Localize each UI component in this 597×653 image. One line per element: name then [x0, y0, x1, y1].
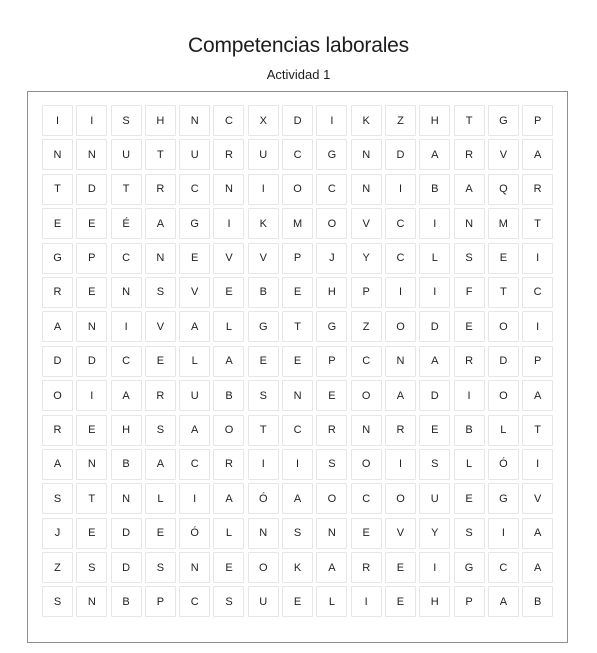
letter-cell[interactable]: A	[454, 174, 485, 205]
letter-cell[interactable]: Ó	[488, 449, 519, 480]
letter-cell[interactable]: P	[522, 346, 553, 377]
letter-cell[interactable]: H	[111, 415, 142, 446]
letter-cell[interactable]: I	[111, 311, 142, 342]
letter-cell[interactable]: B	[522, 586, 553, 617]
letter-cell[interactable]: E	[454, 483, 485, 514]
letter-cell[interactable]: L	[454, 449, 485, 480]
letter-cell[interactable]: U	[111, 139, 142, 170]
letter-cell[interactable]: T	[248, 415, 279, 446]
letter-cell[interactable]: I	[419, 277, 450, 308]
letter-cell[interactable]: I	[419, 208, 450, 239]
letter-cell[interactable]: I	[179, 483, 210, 514]
letter-cell[interactable]: E	[145, 346, 176, 377]
letter-cell[interactable]: I	[351, 586, 382, 617]
letter-cell[interactable]: N	[454, 208, 485, 239]
letter-cell[interactable]: H	[419, 586, 450, 617]
letter-cell[interactable]: P	[454, 586, 485, 617]
letter-cell[interactable]: N	[248, 518, 279, 549]
letter-cell[interactable]: É	[111, 208, 142, 239]
letter-cell[interactable]: E	[282, 346, 313, 377]
letter-cell[interactable]: E	[213, 552, 244, 583]
letter-cell[interactable]: I	[454, 380, 485, 411]
letter-cell[interactable]: N	[351, 415, 382, 446]
letter-cell[interactable]: S	[454, 518, 485, 549]
letter-cell[interactable]: D	[419, 311, 450, 342]
letter-cell[interactable]: C	[111, 243, 142, 274]
letter-cell[interactable]: N	[213, 174, 244, 205]
letter-cell[interactable]: E	[385, 586, 416, 617]
letter-cell[interactable]: E	[282, 586, 313, 617]
letter-cell[interactable]: T	[488, 277, 519, 308]
letter-cell[interactable]: Y	[351, 243, 382, 274]
letter-cell[interactable]: C	[385, 243, 416, 274]
letter-cell[interactable]: A	[419, 139, 450, 170]
letter-cell[interactable]: S	[145, 552, 176, 583]
letter-cell[interactable]: I	[42, 105, 73, 136]
letter-cell[interactable]: E	[351, 518, 382, 549]
letter-cell[interactable]: J	[316, 243, 347, 274]
letter-cell[interactable]: R	[145, 174, 176, 205]
letter-cell[interactable]: G	[454, 552, 485, 583]
letter-cell[interactable]: I	[76, 380, 107, 411]
letter-cell[interactable]: I	[385, 277, 416, 308]
letter-cell[interactable]: A	[522, 139, 553, 170]
letter-cell[interactable]: S	[419, 449, 450, 480]
letter-cell[interactable]: N	[111, 277, 142, 308]
letter-cell[interactable]: R	[351, 552, 382, 583]
letter-cell[interactable]: H	[419, 105, 450, 136]
letter-cell[interactable]: K	[351, 105, 382, 136]
letter-cell[interactable]: S	[111, 105, 142, 136]
letter-cell[interactable]: S	[42, 483, 73, 514]
letter-cell[interactable]: N	[76, 449, 107, 480]
letter-cell[interactable]: O	[351, 449, 382, 480]
letter-cell[interactable]: P	[351, 277, 382, 308]
letter-cell[interactable]: R	[454, 139, 485, 170]
puzzle-title: Competencias laborales	[188, 34, 409, 57]
letter-cell[interactable]: R	[42, 277, 73, 308]
letter-cell[interactable]: C	[351, 483, 382, 514]
letter-cell[interactable]: G	[42, 243, 73, 274]
letter-cell[interactable]: I	[522, 449, 553, 480]
letter-cell[interactable]: I	[385, 449, 416, 480]
letter-cell[interactable]: O	[316, 208, 347, 239]
letter-cell[interactable]: A	[385, 380, 416, 411]
letter-cell[interactable]: N	[145, 243, 176, 274]
letter-cell[interactable]: A	[111, 380, 142, 411]
letter-cell[interactable]: S	[282, 518, 313, 549]
letter-cell[interactable]: N	[179, 105, 210, 136]
letter-cell[interactable]: E	[76, 415, 107, 446]
letter-cell[interactable]: H	[145, 105, 176, 136]
letter-cell[interactable]: N	[111, 483, 142, 514]
letter-cell[interactable]: I	[248, 174, 279, 205]
letter-cell[interactable]: C	[282, 415, 313, 446]
letter-cell[interactable]: B	[213, 380, 244, 411]
letter-cell[interactable]: D	[76, 346, 107, 377]
letter-cell[interactable]: L	[213, 311, 244, 342]
letter-cell[interactable]: D	[111, 518, 142, 549]
letter-cell[interactable]: O	[385, 311, 416, 342]
letter-cell[interactable]: B	[111, 586, 142, 617]
letter-cell[interactable]: C	[179, 174, 210, 205]
letter-cell[interactable]: V	[488, 139, 519, 170]
letter-cell[interactable]: S	[316, 449, 347, 480]
letter-cell[interactable]: O	[488, 380, 519, 411]
letter-cell[interactable]: C	[111, 346, 142, 377]
letter-grid	[42, 105, 553, 617]
letter-cell[interactable]: R	[42, 415, 73, 446]
letter-cell[interactable]: E	[76, 208, 107, 239]
letter-cell[interactable]: C	[316, 174, 347, 205]
letter-cell[interactable]: A	[316, 552, 347, 583]
letter-cell[interactable]: V	[179, 277, 210, 308]
letter-cell[interactable]: A	[145, 449, 176, 480]
letter-cell[interactable]: P	[145, 586, 176, 617]
letter-cell[interactable]: N	[351, 174, 382, 205]
letter-cell[interactable]: V	[385, 518, 416, 549]
letter-cell[interactable]: O	[316, 483, 347, 514]
letter-cell[interactable]: C	[179, 449, 210, 480]
letter-cell[interactable]: T	[522, 415, 553, 446]
letter-cell[interactable]: S	[454, 243, 485, 274]
letter-cell[interactable]: L	[488, 415, 519, 446]
letter-cell[interactable]: T	[454, 105, 485, 136]
letter-cell[interactable]: K	[282, 552, 313, 583]
letter-cell[interactable]: V	[248, 243, 279, 274]
letter-cell[interactable]: A	[522, 380, 553, 411]
letter-cell[interactable]: C	[282, 139, 313, 170]
letter-cell[interactable]: N	[76, 311, 107, 342]
letter-cell[interactable]: C	[179, 586, 210, 617]
letter-cell[interactable]: Ó	[248, 483, 279, 514]
letter-cell[interactable]: I	[522, 311, 553, 342]
letter-cell[interactable]: E	[179, 243, 210, 274]
letter-cell[interactable]: B	[111, 449, 142, 480]
letter-cell[interactable]: E	[248, 346, 279, 377]
letter-cell[interactable]: T	[111, 174, 142, 205]
letter-cell[interactable]: S	[76, 552, 107, 583]
letter-cell[interactable]: T	[42, 174, 73, 205]
letter-cell[interactable]: A	[145, 208, 176, 239]
letter-cell[interactable]: I	[282, 449, 313, 480]
letter-cell[interactable]: L	[316, 586, 347, 617]
letter-cell[interactable]: N	[42, 139, 73, 170]
letter-cell[interactable]: D	[488, 346, 519, 377]
letter-cell[interactable]: E	[385, 552, 416, 583]
letter-cell[interactable]: E	[213, 277, 244, 308]
letter-cell[interactable]: R	[385, 415, 416, 446]
letter-cell[interactable]: G	[316, 311, 347, 342]
letter-cell[interactable]: E	[488, 243, 519, 274]
letter-cell[interactable]: C	[213, 105, 244, 136]
letter-cell[interactable]: S	[248, 380, 279, 411]
letter-cell[interactable]: G	[248, 311, 279, 342]
letter-cell[interactable]: G	[316, 139, 347, 170]
letter-cell[interactable]: P	[282, 243, 313, 274]
letter-cell[interactable]: L	[179, 346, 210, 377]
letter-cell[interactable]: U	[419, 483, 450, 514]
letter-cell[interactable]: D	[419, 380, 450, 411]
letter-cell[interactable]: G	[488, 483, 519, 514]
letter-cell[interactable]: N	[76, 139, 107, 170]
letter-cell[interactable]: E	[282, 277, 313, 308]
letter-cell[interactable]: E	[76, 277, 107, 308]
letter-cell[interactable]: A	[419, 346, 450, 377]
letter-cell[interactable]: I	[522, 243, 553, 274]
letter-cell[interactable]: E	[145, 518, 176, 549]
letter-cell[interactable]: J	[42, 518, 73, 549]
letter-cell[interactable]: S	[145, 277, 176, 308]
letter-cell[interactable]: R	[213, 139, 244, 170]
letter-cell[interactable]: I	[419, 552, 450, 583]
letter-cell[interactable]: R	[316, 415, 347, 446]
letter-cell[interactable]: G	[179, 208, 210, 239]
letter-cell[interactable]: O	[385, 483, 416, 514]
letter-cell[interactable]: P	[522, 105, 553, 136]
letter-cell[interactable]: B	[248, 277, 279, 308]
letter-cell[interactable]: R	[145, 380, 176, 411]
letter-cell[interactable]: A	[522, 518, 553, 549]
letter-cell[interactable]: D	[385, 139, 416, 170]
letter-cell[interactable]: D	[42, 346, 73, 377]
letter-cell[interactable]: V	[145, 311, 176, 342]
letter-cell[interactable]: C	[385, 208, 416, 239]
letter-cell[interactable]: O	[213, 415, 244, 446]
letter-cell[interactable]: S	[213, 586, 244, 617]
letter-cell[interactable]: I	[248, 449, 279, 480]
letter-cell[interactable]: S	[145, 415, 176, 446]
letter-cell[interactable]: M	[488, 208, 519, 239]
word-search-board	[27, 91, 568, 643]
letter-cell[interactable]: I	[316, 105, 347, 136]
letter-cell[interactable]: A	[179, 415, 210, 446]
letter-cell[interactable]: N	[351, 139, 382, 170]
letter-cell[interactable]: V	[213, 243, 244, 274]
letter-cell[interactable]: N	[316, 518, 347, 549]
letter-cell[interactable]: V	[351, 208, 382, 239]
letter-cell[interactable]: I	[385, 174, 416, 205]
letter-cell[interactable]: A	[213, 483, 244, 514]
letter-cell[interactable]: L	[145, 483, 176, 514]
letter-cell[interactable]: D	[76, 174, 107, 205]
letter-cell[interactable]: S	[42, 586, 73, 617]
letter-cell[interactable]: A	[488, 586, 519, 617]
letter-cell[interactable]: Z	[385, 105, 416, 136]
letter-cell[interactable]: P	[316, 346, 347, 377]
letter-cell[interactable]: C	[488, 552, 519, 583]
letter-cell[interactable]: A	[42, 311, 73, 342]
letter-cell[interactable]: E	[76, 518, 107, 549]
letter-cell[interactable]: D	[111, 552, 142, 583]
letter-cell[interactable]: Y	[419, 518, 450, 549]
letter-cell[interactable]: H	[316, 277, 347, 308]
letter-cell[interactable]: A	[179, 311, 210, 342]
letter-cell[interactable]: C	[522, 277, 553, 308]
letter-cell[interactable]: U	[248, 586, 279, 617]
letter-cell[interactable]: C	[351, 346, 382, 377]
letter-cell[interactable]: N	[282, 380, 313, 411]
letter-cell[interactable]: Z	[351, 311, 382, 342]
letter-cell[interactable]: D	[282, 105, 313, 136]
letter-cell[interactable]: A	[42, 449, 73, 480]
letter-cell[interactable]: K	[248, 208, 279, 239]
letter-cell[interactable]: O	[488, 311, 519, 342]
letter-cell[interactable]: I	[76, 105, 107, 136]
letter-cell[interactable]: N	[385, 346, 416, 377]
letter-cell[interactable]: I	[488, 518, 519, 549]
letter-cell[interactable]: T	[522, 208, 553, 239]
letter-cell[interactable]: R	[454, 346, 485, 377]
letter-cell[interactable]: R	[522, 174, 553, 205]
letter-cell[interactable]: X	[248, 105, 279, 136]
letter-cell[interactable]: R	[213, 449, 244, 480]
letter-cell[interactable]: T	[145, 139, 176, 170]
letter-cell[interactable]: E	[419, 415, 450, 446]
letter-cell[interactable]: A	[522, 552, 553, 583]
letter-cell[interactable]: E	[454, 311, 485, 342]
letter-cell[interactable]: O	[282, 174, 313, 205]
letter-cell[interactable]: U	[179, 380, 210, 411]
letter-cell[interactable]: B	[419, 174, 450, 205]
letter-cell[interactable]: V	[522, 483, 553, 514]
letter-cell[interactable]: T	[76, 483, 107, 514]
letter-cell[interactable]: F	[454, 277, 485, 308]
letter-cell[interactable]: O	[248, 552, 279, 583]
letter-cell[interactable]: L	[419, 243, 450, 274]
letter-cell[interactable]: L	[213, 518, 244, 549]
letter-cell[interactable]: N	[76, 586, 107, 617]
letter-cell[interactable]: U	[248, 139, 279, 170]
puzzle-subtitle: Actividad 1	[266, 67, 331, 82]
letter-cell[interactable]: T	[282, 311, 313, 342]
letter-cell[interactable]: O	[42, 380, 73, 411]
letter-cell[interactable]: Q	[488, 174, 519, 205]
letter-cell[interactable]: G	[488, 105, 519, 136]
letter-cell[interactable]: A	[213, 346, 244, 377]
letter-cell[interactable]: M	[282, 208, 313, 239]
letter-cell[interactable]: N	[179, 552, 210, 583]
letter-cell[interactable]: Z	[42, 552, 73, 583]
letter-cell[interactable]: E	[42, 208, 73, 239]
letter-cell[interactable]: B	[454, 415, 485, 446]
letter-cell[interactable]: Ó	[179, 518, 210, 549]
letter-cell[interactable]: P	[76, 243, 107, 274]
letter-cell[interactable]: A	[282, 483, 313, 514]
letter-cell[interactable]: E	[316, 380, 347, 411]
letter-cell[interactable]: U	[179, 139, 210, 170]
letter-cell[interactable]: I	[213, 208, 244, 239]
letter-cell[interactable]: O	[351, 380, 382, 411]
